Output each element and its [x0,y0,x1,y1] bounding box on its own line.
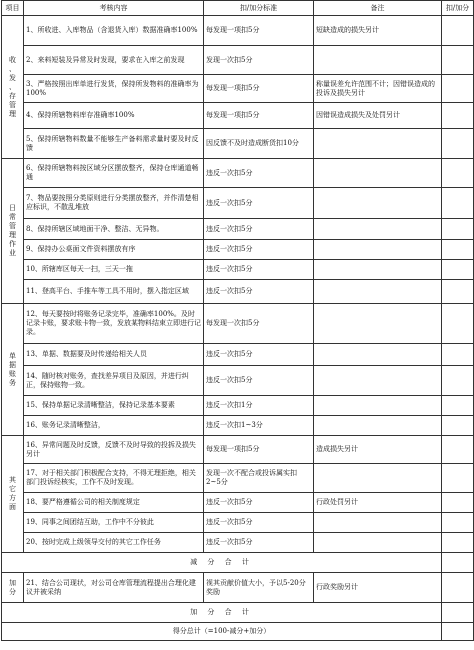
remark-cell: 短缺造成的损失另计 [314,16,442,46]
score-cell [442,75,474,103]
score-cell [442,188,474,219]
score-cell [442,46,474,75]
score-cell [442,129,474,159]
remark-cell: 因错误造成损失及处罚另计 [314,103,442,129]
table-row [2,493,474,513]
content-cell: 4、保持所辖物料库存准确率100% [24,103,204,129]
bonus-subtotal-value [442,603,474,623]
standard-cell: 违反一次扣5分 [204,513,314,533]
standard-cell: 每发现一项扣5分 [204,75,314,103]
table-row [2,396,474,416]
standard-cell: 违反一次扣5分 [204,344,314,366]
remark-cell [314,280,442,304]
standard-cell: 违反一次扣5分 [204,188,314,219]
category-cell [2,573,24,603]
remark-cell [314,344,442,366]
category-cell [2,16,24,159]
table-row [2,188,474,219]
content-cell: 1、所收进、入库物品（含退货入库）数据准确率100% [24,16,204,46]
total-value [442,623,474,641]
bonus-subtotal-row [2,603,474,623]
score-cell [442,493,474,513]
table-row [2,436,474,464]
remark-cell [314,396,442,416]
table-row [2,344,474,366]
score-cell [442,304,474,344]
content-cell: 11、登高平台、手推车等工具不用时，摆入指定区域 [24,280,204,304]
content-cell: 5、保持所辖物料数量不能够生产备料需求量时要及时反馈 [24,129,204,159]
content-cell: 16、异常问题及时反馈，反馈不及时导致的投拆及损失另计 [24,436,204,464]
table-row [2,304,474,344]
content-cell: 14、随时核对账务，查找差异项目及原因，并进行纠正，保持账物一致。 [24,366,204,396]
category-label: 单 据 账 务 [9,351,16,387]
table-row [2,75,474,103]
content-cell: 2、来料短装及异常及时发现，要求在入库之前发现 [24,46,204,75]
score-cell [442,344,474,366]
category-cell [2,436,24,553]
standard-cell: 违反一次扣5分 [204,219,314,240]
table-row [2,240,474,260]
standard-cell: 违反一次扣1分 [204,396,314,416]
content-cell: 10、所辖库区每天一扫，三天一拖 [24,260,204,280]
remark-cell [314,533,442,553]
content-cell: 6、保持所辖物料按区域分区摆放整齐，保持仓库通道畅通 [24,159,204,188]
table-row [2,280,474,304]
standard-cell: 发现一次不配合或投诉属实扣2~5分 [204,464,314,493]
category-label: 其 它 方 面 [9,476,16,511]
standard-cell: 视其贡献价值大小，予以5-20分奖励 [204,573,314,603]
remark-cell: 称量误差允许范围不计；因错误造成的投诉及损失另计 [314,75,442,103]
table-row [2,416,474,436]
content-cell: 7、物品要按照分类原则进行分类摆放整齐，并作清楚相应标识，不散乱堆放 [24,188,204,219]
score-cell [442,280,474,304]
remark-cell: 造成损失另计 [314,436,442,464]
header-row [2,1,474,16]
standard-cell: 违反一次扣5分 [204,260,314,280]
score-cell [442,464,474,493]
remark-cell [314,129,442,159]
table-row [2,46,474,75]
score-cell [442,513,474,533]
standard-cell: 违反一次扣5分 [204,493,314,513]
table-row [2,533,474,553]
standard-cell: 每发现一项扣5分 [204,436,314,464]
score-cell [442,219,474,240]
remark-cell: 行政奖励另计 [314,573,442,603]
standard-cell: 违反一次扣5分 [204,240,314,260]
content-cell: 16、账务记录清晰整洁， [24,416,204,436]
content-cell: 21、结合公司现状，对公司仓库管理流程提出合理化建议并被采纳 [24,573,204,603]
table-row [2,219,474,240]
content-cell: 3、严格按照出库单进行发货，保持所发物料的准确率为100% [24,75,204,103]
remark-cell [314,219,442,240]
category-label: 收 、 发 、 存 管 理 [9,55,16,118]
deduction-subtotal-value [442,553,474,573]
table-row [2,129,474,159]
content-cell: 18、要严格遵循公司的相关制度规定 [24,493,204,513]
standard-cell: 每发现一次扣5分 [204,304,314,344]
content-cell: 15、保持单据记录清晰整洁，保持记录基本要素 [24,396,204,416]
header-standard: 扣/加分标准 [204,1,314,16]
score-cell [442,533,474,553]
standard-cell: 每发现一项扣5分 [204,16,314,46]
remark-cell [314,46,442,75]
remark-cell [314,260,442,280]
content-cell: 17、对于相关部门积极配合支持，不得无理拒绝，相关部门投诉经核实，工作不及时发现。 [24,464,204,493]
category-label: 日 常 管 理 作 业 [9,204,16,257]
remark-cell [314,159,442,188]
remark-cell [314,304,442,344]
total-label: 得分总计（=100-减分+加分） [2,623,442,641]
table-row [2,366,474,396]
header-item: 项目 [2,1,24,16]
content-cell: 8、保持所辖区域地面干净、整洁、无异物。 [24,219,204,240]
category-cell [2,159,24,304]
standard-cell: 违反一次扣5分 [204,366,314,396]
standard-cell: 违反一次扣5分 [204,159,314,188]
remark-cell [314,240,442,260]
table-row [2,260,474,280]
remark-cell [314,513,442,533]
standard-cell: 违反一次扣5分 [204,533,314,553]
assessment-table [1,0,474,641]
standard-cell: 发现一次扣5分 [204,46,314,75]
content-cell: 9、保持办公桌面文件资料摆放有序 [24,240,204,260]
score-cell [442,366,474,396]
standard-cell: 违反一次扣5分 [204,280,314,304]
table-row [2,159,474,188]
content-cell: 12、每天要按时将账务记录完毕，准确率100%。及时记录卡账，要求账卡物一致，发放某物料结束立即进行记录。 [24,304,204,344]
standard-cell: 每发现一项扣5分 [204,103,314,129]
score-cell [442,436,474,464]
remark-cell [314,366,442,396]
content-cell: 13、单据、数据要及时传递给相关人员 [24,344,204,366]
score-cell [442,240,474,260]
remark-cell [314,188,442,219]
score-cell [442,103,474,129]
bonus-subtotal-label: 加 分 合 计 [2,603,442,623]
score-cell [442,159,474,188]
standard-cell: 违反一次扣1~3分 [204,416,314,436]
total-row [2,623,474,641]
deduction-subtotal-row [2,553,474,573]
bonus-row [2,573,474,603]
remark-cell: 行政处罚另计 [314,493,442,513]
remark-cell [314,464,442,493]
header-score: 扣/加分 [442,1,474,16]
deduction-subtotal-label: 减 分 合 计 [2,553,442,573]
content-cell: 19、同事之间团结互助，工作中不分彼此 [24,513,204,533]
remark-cell [314,416,442,436]
header-content: 考核内容 [24,1,204,16]
category-label: 加 分 [9,578,16,596]
score-cell [442,416,474,436]
score-cell [442,260,474,280]
table-row [2,103,474,129]
header-remark: 备注 [314,1,442,16]
score-cell [442,396,474,416]
score-cell [442,573,474,603]
category-cell [2,304,24,436]
table-row [2,16,474,46]
score-cell [442,16,474,46]
table-row [2,464,474,493]
table-row [2,513,474,533]
standard-cell: 因反馈不及时造成断货扣10分 [204,129,314,159]
content-cell: 20、按时完成上级领导交付的其它工作任务 [24,533,204,553]
